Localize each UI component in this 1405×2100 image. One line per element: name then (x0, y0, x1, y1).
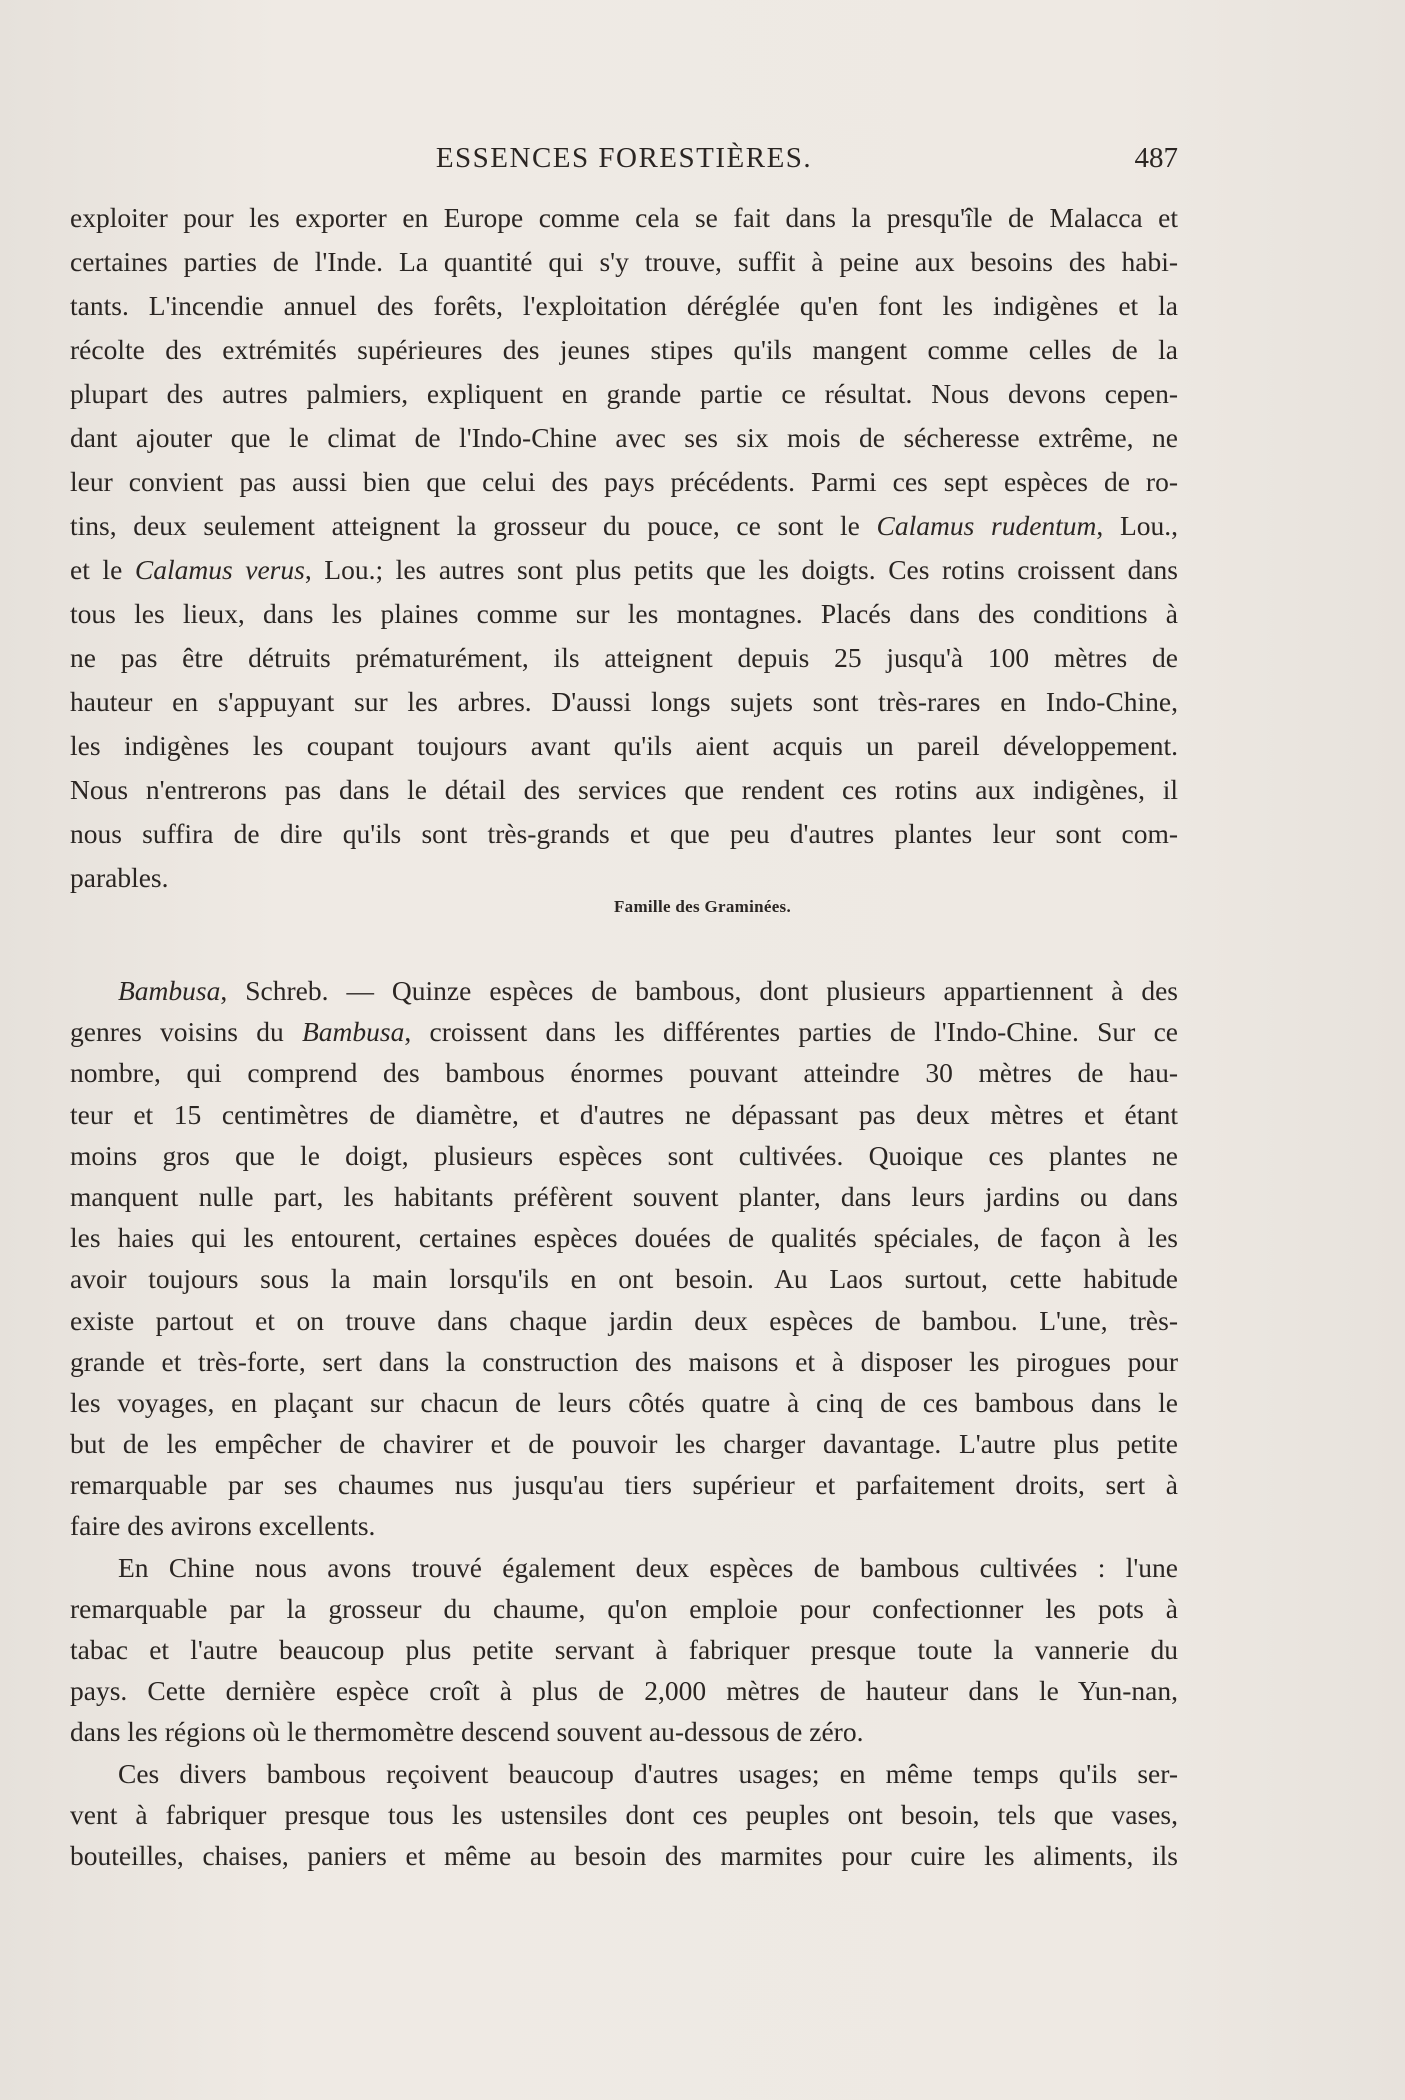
text-segment: les haies qui les entourent, certaines espèces douées de qualités spéciales, de façon à les (70, 1222, 1178, 1254)
text-line (70, 1176, 1178, 1217)
text-segment: bouteilles, chaises, paniers et même au besoin des marmites pour cuire les aliments, ils (70, 1839, 1178, 1871)
text-segment: faire des avirons excellents. (70, 1510, 376, 1542)
text-line (70, 1711, 1178, 1752)
text-segment: , croissent dans les différentes parties de l'Indo-Chine. Sur ce (404, 1016, 1178, 1048)
text-segment: , Lou.; les autres sont plus petits que les doigts. Ces rotins croissent dans (304, 554, 1178, 585)
text-line (70, 1547, 1178, 1588)
text-segment: remarquable par la grosseur du chaume, qu'on emploie pour confectionner les pots à (70, 1592, 1178, 1624)
text-line (70, 372, 1178, 416)
text-line (70, 1135, 1178, 1176)
running-head (70, 142, 1178, 182)
text-segment: leur convient pas aussi bien que celui des pays précédents. Parmi ces sept espèces de ro- (70, 466, 1178, 497)
text-segment: , Lou., (1096, 510, 1179, 541)
section-heading: Famille des Graminées. (613, 897, 792, 916)
text-line (70, 1588, 1178, 1629)
text-line (70, 240, 1178, 284)
text-line (70, 1753, 1178, 1794)
text-segment: but de les empêcher de chavirer et de pouvoir les charger davantage. L'autre plus petite (70, 1428, 1178, 1460)
text-segment: avoir toujours sous la main lorsqu'ils en ont besoin. Au Laos surtout, cette habitude (70, 1263, 1178, 1295)
text-line (70, 1300, 1178, 1341)
text-segment: nous suffira de dire qu'ils sont très-grands et que peu d'autres plantes leur sont com- (70, 818, 1178, 849)
text-line (70, 680, 1178, 724)
text-segment: vent à fabriquer presque tous les ustensiles dont ces peuples ont besoin, tels que vases, (70, 1798, 1178, 1830)
text-line (70, 284, 1178, 328)
text-segment: manquent nulle part, les habitants préfèrent souvent planter, dans leurs jardins ou dans (70, 1180, 1178, 1212)
text-segment: dant ajouter que le climat de l'Indo-Chine avec ses six mois de sécheresse extrême, ne (70, 422, 1178, 453)
italic-taxon-name: Calamus verus (134, 554, 305, 585)
text-segment: nombre, qui comprend des bambous énormes pouvant atteindre 30 mètres de hau- (70, 1057, 1178, 1089)
text-segment: tabac et l'autre beaucoup plus petite servant à fabriquer presque toute la vannerie du (70, 1634, 1178, 1665)
paragraph-rotins (70, 196, 1178, 900)
text-segment: dans les régions où le thermomètre descend souvent au-dessous de zéro. (70, 1716, 864, 1748)
text-line (70, 504, 1178, 548)
text-segment: ne pas être détruits prématurément, ils atteignent depuis 25 jusqu'à 100 mètres de (70, 642, 1178, 673)
text-line (70, 1341, 1178, 1382)
text-line (70, 548, 1178, 592)
text-line (70, 1505, 1178, 1546)
text-line (70, 812, 1178, 856)
text-line (70, 1794, 1178, 1835)
text-segment: , Schreb. — Quinze espèces de bambous, dont plusieurs appartiennent à des (220, 975, 1178, 1006)
text-line (70, 970, 1178, 1011)
text-segment: et le (70, 554, 135, 585)
page-number: 487 (1134, 142, 1178, 174)
text-line (70, 1094, 1178, 1135)
text-segment: Ces divers bambous reçoivent beaucoup d'autres usages; en même temps qu'ils ser- (118, 1757, 1178, 1789)
text-segment: plupart des autres palmiers, expliquent en grande partie ce résultat. Nous devons cepen- (70, 378, 1178, 409)
text-line (70, 768, 1178, 812)
text-line (70, 1011, 1178, 1052)
text-segment: les voyages, en plaçant sur chacun de leurs côtés quatre à cinq de ces bambous dans le (70, 1386, 1178, 1418)
text-line (70, 1670, 1178, 1711)
text-line (70, 1835, 1178, 1876)
italic-taxon-name: Calamus rudentum (876, 510, 1097, 541)
text-line (70, 1052, 1178, 1093)
text-segment: les indigènes les coupant toujours avant qu'ils aient acquis un pareil développement. (70, 730, 1178, 761)
text-segment: tous les lieux, dans les plaines comme sur les montagnes. Placés dans des conditions à (70, 598, 1178, 629)
text-segment: genres voisins du (70, 1016, 302, 1048)
text-segment: En Chine nous avons trouvé également deux espèces de bambous cultivées : l'une (118, 1551, 1178, 1583)
text-segment: remarquable par ses chaumes nus jusqu'au tiers supérieur et parfaitement droits, sert à (70, 1469, 1178, 1501)
text-segment: exploiter pour les exporter en Europe comme cela se fait dans la presqu'île de Malacca et (70, 202, 1178, 233)
italic-taxon-name: Bambusa (118, 975, 221, 1006)
italic-taxon-name: Bambusa (302, 1016, 405, 1048)
text-line (70, 1382, 1178, 1423)
text-line (70, 1217, 1178, 1258)
text-line (70, 1258, 1178, 1299)
text-segment: tins, deux seulement atteignent la grosseur du pouce, ce sont le (70, 510, 877, 541)
text-line (70, 636, 1178, 680)
text-segment: récolte des extrémités supérieures des jeunes stipes qu'ils mangent comme celles de la (70, 334, 1178, 365)
text-line (70, 416, 1178, 460)
text-segment: parables. (70, 862, 169, 893)
text-segment: certaines parties de l'Inde. La quantité qui s'y trouve, suffit à peine aux besoins des habi- (70, 246, 1178, 277)
text-line (70, 1464, 1178, 1505)
text-line (70, 724, 1178, 768)
text-line (70, 328, 1178, 372)
text-segment: teur et 15 centimètres de diamètre, et d'autres ne dépassant pas deux mètres et étant (70, 1098, 1178, 1130)
running-head-title: ESSENCES FORESTIÈRES. (435, 142, 813, 174)
text-segment: pays. Cette dernière espèce croît à plus de 2,000 mètres de hauteur dans le Yun-nan, (70, 1675, 1178, 1707)
text-line (70, 1423, 1178, 1464)
text-line (70, 592, 1178, 636)
text-segment: grande et très-forte, sert dans la construction des maisons et à disposer les pirogues pour (70, 1345, 1178, 1377)
text-line (70, 460, 1178, 504)
text-line (70, 196, 1178, 240)
text-segment: hauteur en s'appuyant sur les arbres. D'aussi longs sujets sont très-rares en Indo-Chine, (70, 686, 1178, 717)
text-segment: existe partout et on trouve dans chaque jardin deux espèces de bambou. L'une, très- (70, 1304, 1178, 1336)
text-line (70, 856, 1178, 900)
text-line (70, 1629, 1178, 1670)
text-segment: moins gros que le doigt, plusieurs espèces sont cultivées. Quoique ces plantes ne (70, 1139, 1178, 1171)
paragraphs-bambous (70, 970, 1178, 1876)
text-segment: tants. L'incendie annuel des forêts, l'exploitation déréglée qu'en font les indigènes et la (70, 290, 1178, 321)
text-segment: Nous n'entrerons pas dans le détail des services que rendent ces rotins aux indigènes, il (70, 774, 1178, 805)
